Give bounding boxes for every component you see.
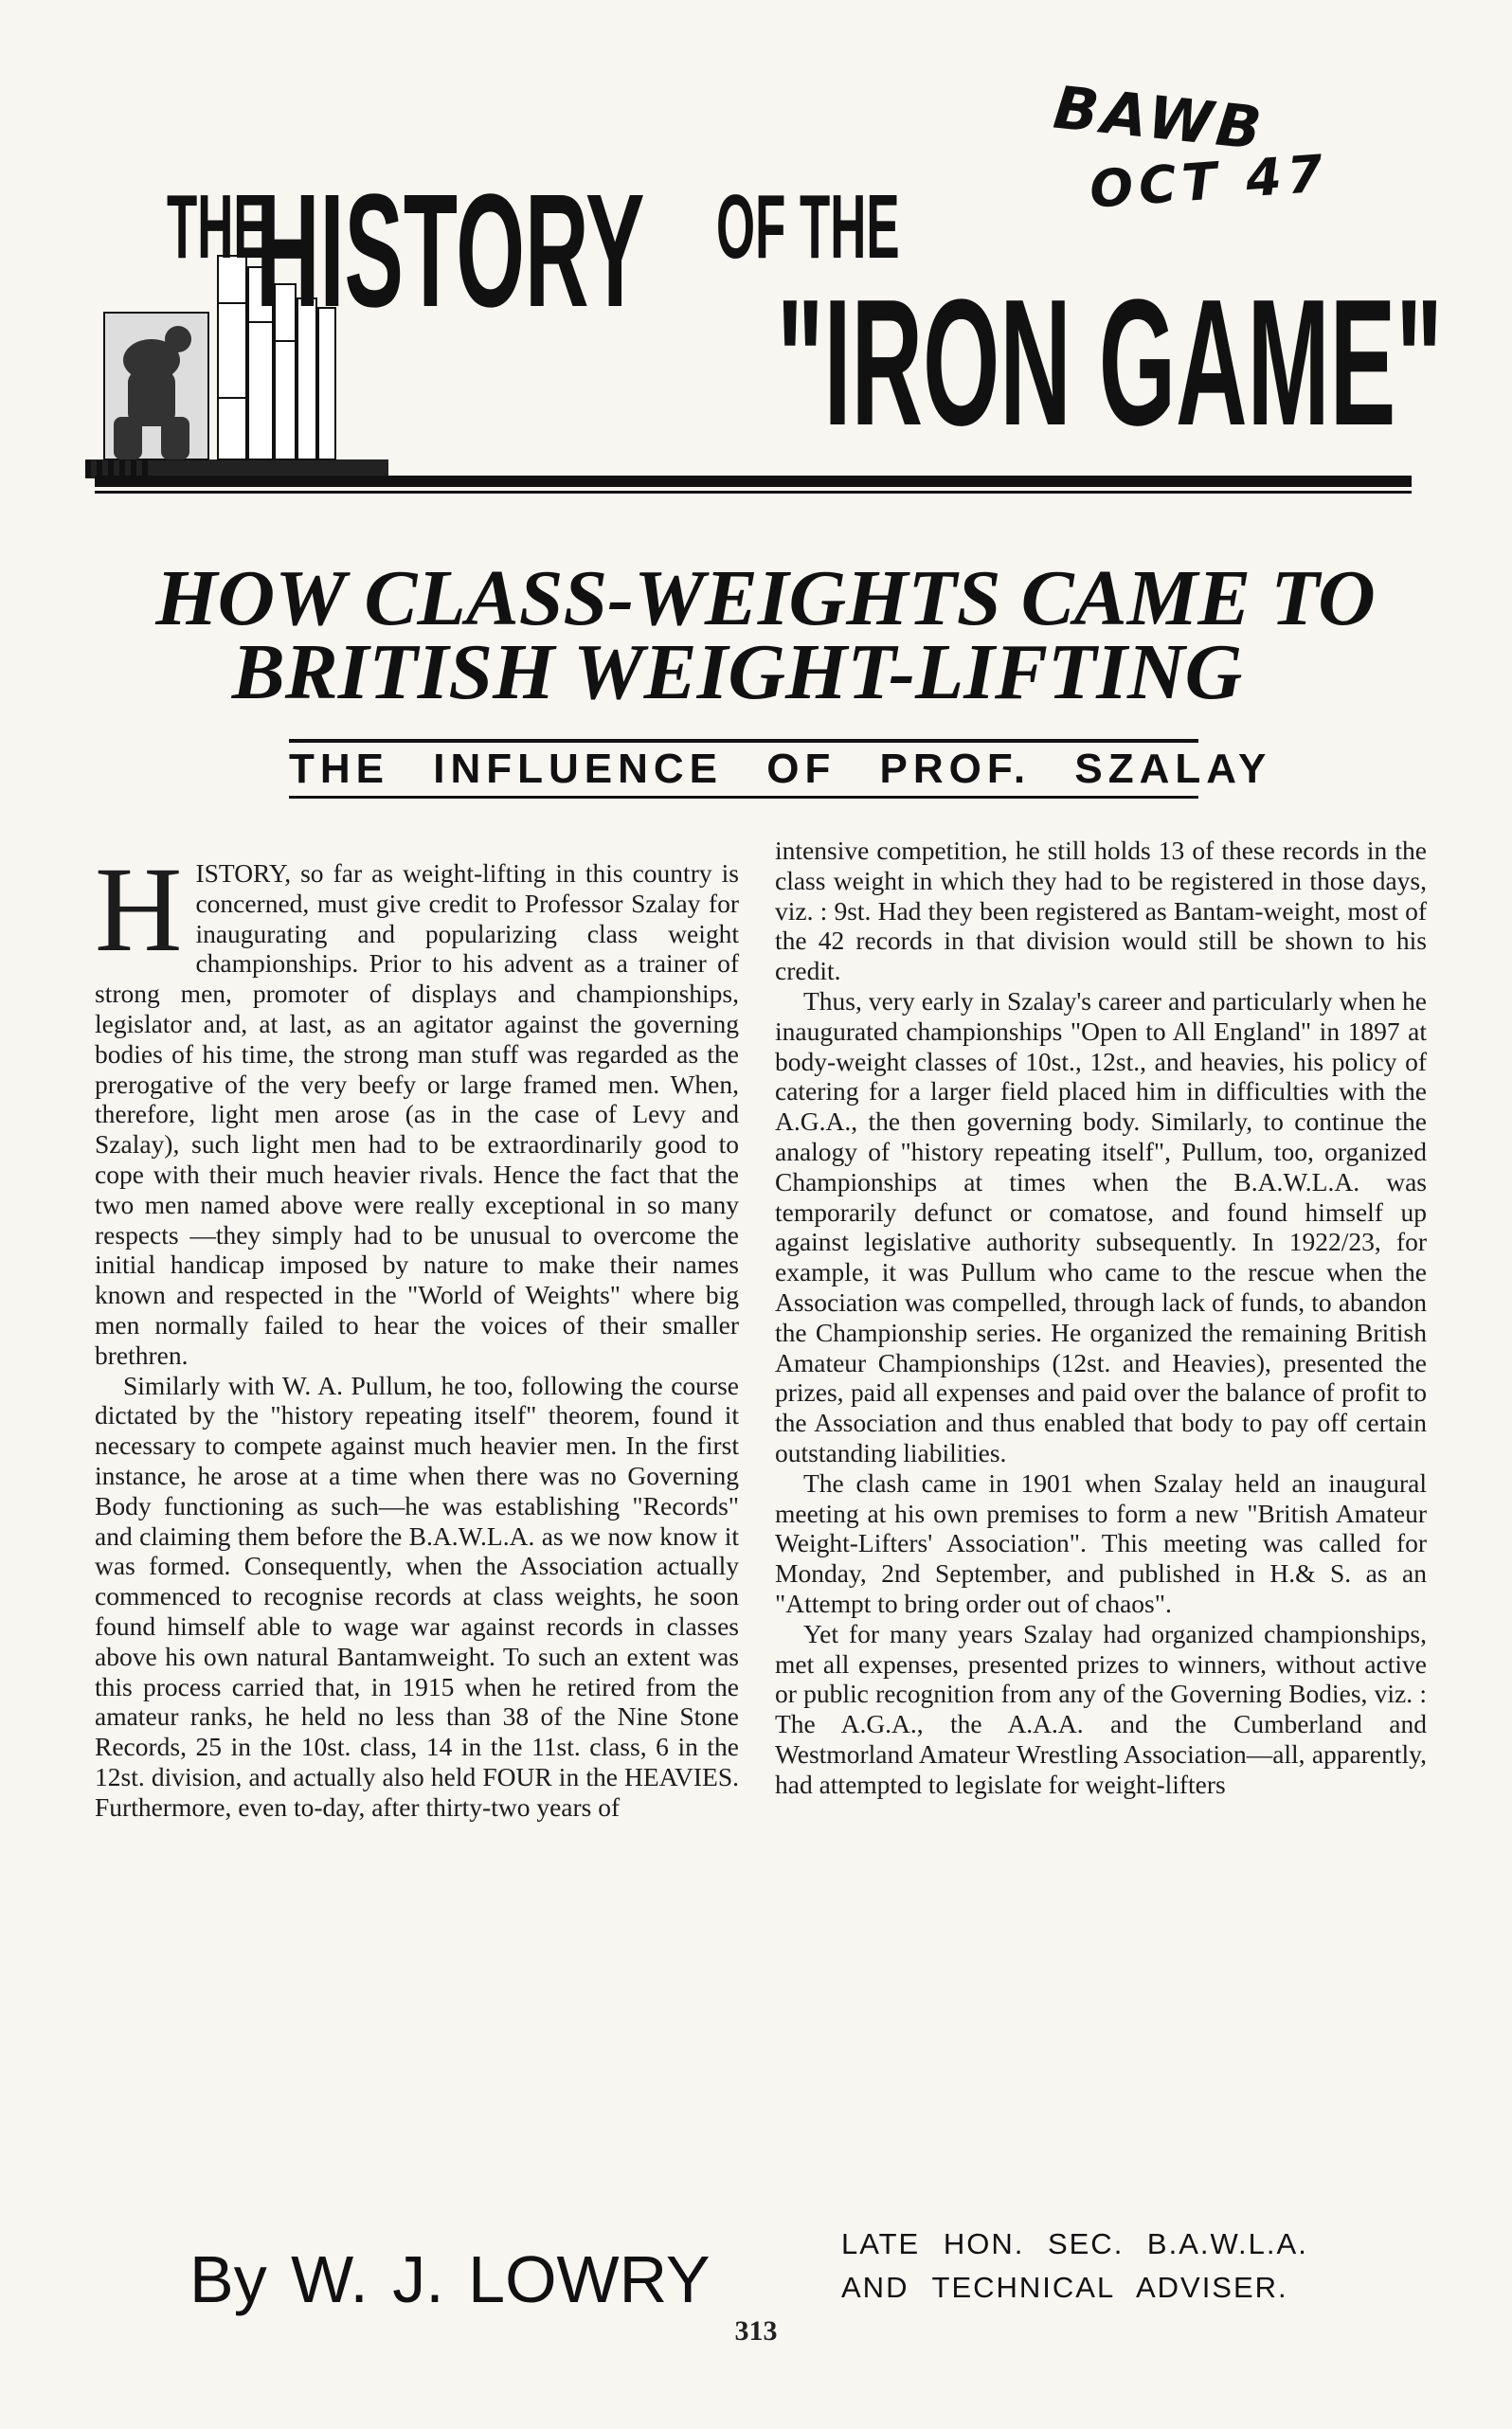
masthead-rule-thin [95, 491, 1412, 494]
masthead-iron-game: "IRON GAME" [777, 262, 1443, 463]
paragraph-text: ISTORY, so far as weight-lifting in this country is concerned, must give credit to Professor Szalay for inaugurating and popularizing class weight championships. Prior to his advent as a trainer of strong men, promoter of displays and championships, legislator and, at last, as an agitator against the governing bodies of his time, the strong man stuff was regarded as the prerogative of the very beefy or large framed men. When, therefore, light men arose (as in the case of Levy and Szalay), such light men had to be extraordinarily good to cope with their much heavier rivals. Hence the fact that the two men named above were really exceptional in so many respects —they simply had to be unusual to overcome the initial handicap imposed by nature to make their names known and respected in the "World of Weights" where big men normally failed to hear the voices of their smaller brethren. [95, 858, 739, 1370]
masthead-rule [95, 476, 1412, 487]
masthead-history: HISTORY [256, 161, 645, 341]
page-number: 313 [734, 2315, 778, 2347]
headline-line2: BRITISH WEIGHT-LIFTING [231, 628, 1243, 716]
byline-role-line1: LATE HON. SEC. B.A.W.L.A. [841, 2227, 1308, 2260]
paragraph: Similarly with W. A. Pullum, he too, following the course dictated by the "history repeating itself" theorem, found it necessary to compete against much heavier men. In the first instance, he arose at a time when there was no Governing Body functioning as such—he was establishing "Records" and claiming them before the B.A.W.L.A. as we now know it was formed. Consequently, when the Association actually commenced to recognise records at class weights, he soon found himself able to wage war against records in classes above his own natural Bantamweight. To such an extent was this process carried that, in 1915 when he retired from the amateur ranks, he held no less than 38 of the Nine Stone Records, 25 in the 10st. class, 14 in the 11st. class, 6 in the 12st. division, and actually also held FOUR in the HEAVIES. Furthermore, even to-day, after thirty-two years of [95, 1370, 739, 1822]
paragraph: The clash came in 1901 when Szalay held an inaugural meeting at his own premises to form a new "British Amateur Weight-Lifters' Association". This meeting was called for Monday, 2nd September, and published in H.& S. as an "Attempt to bring order out of chaos". [775, 1467, 1427, 1618]
drop-cap: H [95, 842, 183, 977]
handwritten-note-line2: OCT 47 [1088, 143, 1331, 220]
headline-line1: HOW CLASS-WEIGHTS CAME TO [155, 554, 1376, 642]
paragraph [95, 842, 739, 1371]
subheading: THE INFLUENCE OF PROF. SZALAY [289, 746, 1272, 792]
paragraph: intensive competition, he still holds 13 of these records in the class weight in which they had to be registered in those days, viz. : 9st. Had they been registered as Bantam-weight, most of the 42 records in that division would still be shown to his credit. [775, 836, 1427, 986]
paragraph: Yet for many years Szalay had organized championships, met all expenses, presented prizes to winners, without active or public recognition from any of the Governing Bodies, viz. : The A.G.A., the A.A.A. and the Cumberland and Westmorland Amateur Wrestling Association—all, apparently, had attempted to legislate for weight-lifters [775, 1618, 1427, 1799]
paragraph: Thus, very early in Szalay's career and particularly when he inaugurated championships "Open to All England" in 1897 at body-weight classes of 10st., 12st., and heavies, his policy of catering for a larger field placed him in difficulties with the A.G.A., the then governing body. Similarly, to continue the analogy of "history repeating itself", Pullum, too, organized Championships at times when the B.A.W.L.A. was temporarily defunct or comatose, and found himself up against legislative authority subsequently. In 1922/23, for example, it was Pullum who came to the rescue when the Association was compelled, through lack of funds, to abandon the Championship series. He organized the remaining British Amateur Championships (12st. and Heavies), presented the prizes, paid all expenses and paid over the balance of profit to the Association and thus enabled that body to pay off certain outstanding liabilities. [775, 985, 1427, 1467]
handwritten-note-line1: BAWB [1050, 72, 1269, 164]
masthead-of-the: OF THE [716, 176, 900, 278]
subheading-rule-bottom [289, 796, 1198, 799]
masthead-the: THE [167, 176, 267, 278]
article-column-left [95, 842, 739, 1823]
byline-role-line2: AND TECHNICAL ADVISER. [841, 2271, 1288, 2304]
article-column-right [775, 836, 1427, 1800]
masthead [76, 161, 1443, 535]
byline-author: By W. J. LOWRY [189, 2242, 711, 2316]
byline-role [841, 2222, 1353, 2310]
subheading-rule-top [289, 739, 1198, 743]
